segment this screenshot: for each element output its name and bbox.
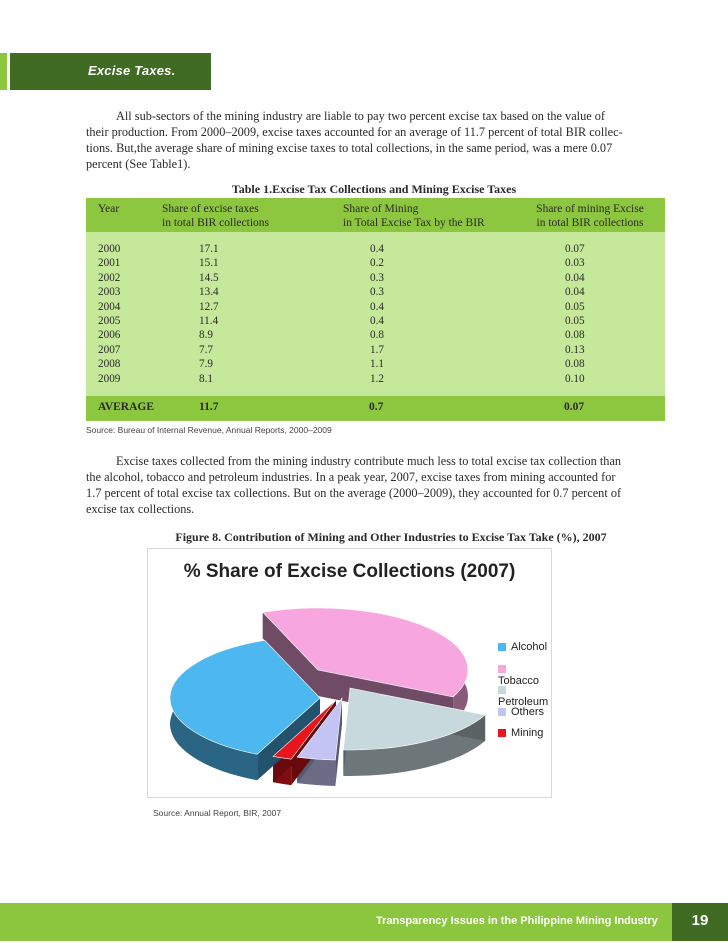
table-cell-excise-share: 17.1 (199, 243, 219, 255)
header-excise-share (162, 202, 269, 230)
legend-item-mining (498, 727, 551, 749)
table-cell-mining-share-excise: 0.3 (370, 271, 384, 284)
section-title: Excise Taxes. (88, 63, 176, 78)
paragraph-line: the alcohol, tobacco and petroleum industries. In a peak year, 2007, excise taxes from mining accounted for (86, 470, 616, 484)
legend-swatch (498, 643, 506, 651)
table-cell-mining-share-excise: 1.2 (370, 372, 384, 385)
figure-source: Source: Annual Report, BIR, 2007 (153, 808, 282, 818)
table-cell-mining-share-excise: 0.2 (370, 257, 384, 270)
legend-item-alcohol (498, 641, 551, 663)
table-cell-mining-share-bir: 0.07 (565, 243, 585, 255)
paragraph-line: 1.7 percent of total excise tax collections. But on the average (2000–2009), they accounted for 0.7 percent of (86, 486, 622, 500)
table-cell-mining-share-bir: 0.08 (565, 358, 585, 371)
header-line: in Total Excise Tax by the BIR (343, 217, 485, 229)
body-paragraph (86, 453, 666, 517)
table-cell-excise-share: 11.4 (199, 315, 219, 327)
paragraph-line: their production. From 2000–2009, excise taxes accounted for an average of 11.7 percent of total BIR collec- (86, 125, 623, 139)
legend-label: Petroleum (498, 696, 549, 708)
legend-item-petroleum (498, 684, 551, 706)
table-cell-year: 2006 (98, 329, 121, 342)
average-excise-share: 11.7 (199, 401, 219, 413)
table-cell-mining-share-excise: 0.8 (370, 329, 384, 342)
header-line: Share of excise taxes (162, 203, 259, 215)
excise-tax-table (86, 198, 665, 421)
table-cell-excise-share: 15.1 (199, 257, 219, 270)
pie-chart-plot (148, 589, 493, 797)
intro-paragraph (86, 108, 666, 172)
table-cell-excise-share: 7.7 (199, 343, 213, 356)
table-cell-mining-share-bir: 0.08 (565, 329, 585, 342)
table-cell-excise-share: 7.9 (199, 358, 213, 371)
publication-title: Transparency Issues in the Philippine Mining Industry (376, 915, 658, 927)
header-line: in total BIR collections (536, 217, 644, 229)
table-cell-mining-share-excise: 0.4 (370, 315, 384, 327)
table-cell-excise-share: 14.5 (199, 271, 219, 284)
chart-legend (498, 641, 551, 749)
table-cell-mining-share-bir: 0.04 (565, 286, 585, 299)
average-mining-share-bir: 0.07 (564, 401, 585, 413)
table-cell-excise-share: 8.1 (199, 372, 213, 385)
paragraph-line: Excise taxes collected from the mining industry contribute much less to total excise tax collection than (116, 454, 622, 468)
table-cell-year: 2001 (98, 257, 121, 270)
table-cell-mining-share-bir: 0.05 (565, 300, 585, 313)
table-cell-mining-share-bir: 0.05 (565, 315, 585, 327)
table-cell-mining-share-bir: 0.13 (565, 343, 585, 356)
table-cell-mining-share-excise: 0.4 (370, 300, 384, 313)
table-cell-excise-share: 13.4 (199, 286, 219, 299)
table-cell-year: 2007 (98, 343, 121, 356)
table-cell-year: 2004 (98, 300, 121, 313)
legend-item-others (498, 706, 551, 728)
table-cell-mining-share-bir: 0.03 (565, 257, 585, 270)
average-label: AVERAGE (98, 401, 155, 413)
table-cell-mining-share-bir: 0.04 (565, 271, 585, 284)
average-mining-share-excise: 0.7 (369, 401, 384, 413)
figure-title: Figure 8. Contribution of Mining and Other Industries to Excise Tax Take (%), 2007 (175, 530, 607, 544)
table-cell-mining-share-excise: 1.1 (370, 358, 384, 371)
header-line: in total BIR collections (162, 217, 269, 229)
paragraph-line: All sub-sectors of the mining industry are liable to pay two percent excise tax based on the value of (116, 109, 605, 123)
table-cell-mining-share-excise: 1.7 (370, 343, 384, 356)
legend-label: Alcohol (511, 641, 548, 653)
table-title: Table 1.Excise Tax Collections and Mining Excise Taxes (231, 182, 517, 196)
legend-swatch (498, 729, 506, 737)
legend-label: Tobacco (498, 674, 539, 687)
header-line: Share of mining Excise (536, 203, 644, 215)
table-cell-year: 2003 (98, 286, 121, 299)
header-mining-share-excise (343, 202, 485, 230)
legend-label: Others (511, 705, 545, 718)
legend-swatch (498, 665, 506, 673)
table-source: Source: Bureau of Internal Revenue, Annual Reports, 2000–2009 (86, 425, 332, 435)
header-accent-stripe (0, 53, 7, 90)
table-cell-mining-share-excise: 0.3 (370, 286, 384, 299)
table-cell-year: 2008 (98, 358, 121, 371)
paragraph-line: excise tax collections. (86, 502, 195, 516)
table-cell-year: 2005 (98, 315, 121, 327)
header-mining-share-bir (518, 202, 662, 230)
paragraph-line: tions. But,the average share of mining excise taxes to total collections, in the same period, was a mere 0.07 (86, 141, 613, 155)
table-cell-year: 2009 (98, 372, 121, 385)
table-cell-mining-share-bir: 0.10 (565, 372, 585, 385)
table-cell-year: 2000 (98, 243, 121, 255)
chart-title: % Share of Excise Collections (2007) (183, 561, 516, 582)
table-cell-excise-share: 12.7 (199, 300, 219, 313)
paragraph-line: percent (See Table1). (86, 157, 191, 171)
table-cell-excise-share: 8.9 (199, 329, 213, 342)
legend-swatch (498, 708, 506, 716)
table-cell-mining-share-excise: 0.4 (370, 243, 384, 255)
legend-label: Mining (511, 727, 544, 739)
header-line: Share of Mining (343, 203, 419, 215)
legend-item-tobacco (498, 663, 551, 685)
header-year: Year (98, 203, 120, 215)
pie-chart (147, 548, 552, 798)
table-cell-year: 2002 (98, 271, 121, 284)
legend-swatch (498, 686, 506, 694)
page-number: 19 (691, 912, 709, 929)
